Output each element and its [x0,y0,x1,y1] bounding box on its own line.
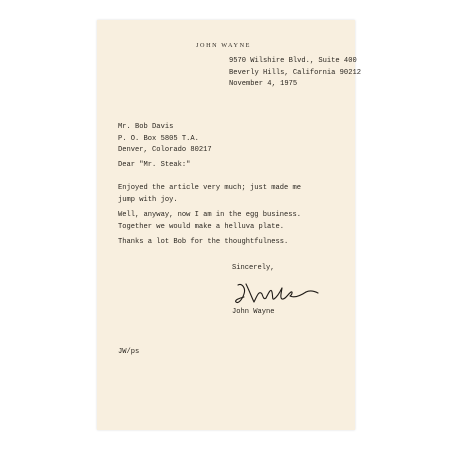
sender-address [229,56,361,91]
signature-stroke [306,291,318,293]
letterhead: JOHN WAYNE [196,42,252,49]
signature-stroke [236,285,245,303]
body-line: Thanks a lot Bob for the thoughtfulness. [118,238,289,246]
closing: Sincerely, [232,264,275,272]
recipient-address [118,122,212,157]
body-paragraph [118,183,301,206]
sender-address-line: Beverly Hills, California 90212 [229,68,361,77]
recipient-address-line: Denver, Colorado 80217 [118,146,212,154]
signature-stroke [281,288,306,299]
typist-initials: JW/ps [118,348,140,356]
signer-name: John Wayne [232,308,275,316]
body-line: jump with joy. [118,195,178,204]
letter-date: November 4, 1975 [229,80,298,88]
signature-stroke [266,288,282,299]
body-line: Together we would make a helluva plate. [118,222,285,231]
body-paragraph [118,210,301,233]
salutation: Dear "Mr. Steak:" [118,161,191,169]
signature-stroke [246,284,266,302]
body-paragraph [118,237,288,249]
recipient-address-line: P. O. Box 5805 T.A. [118,134,199,143]
sender-address-line: 9570 Wilshire Blvd., Suite 400 [229,57,357,65]
recipient-name: Mr. Bob Davis [118,123,174,131]
body-line: Well, anyway, now I am in the egg business. [118,211,302,219]
body-line: Enjoyed the article very much; just made me [118,184,302,192]
